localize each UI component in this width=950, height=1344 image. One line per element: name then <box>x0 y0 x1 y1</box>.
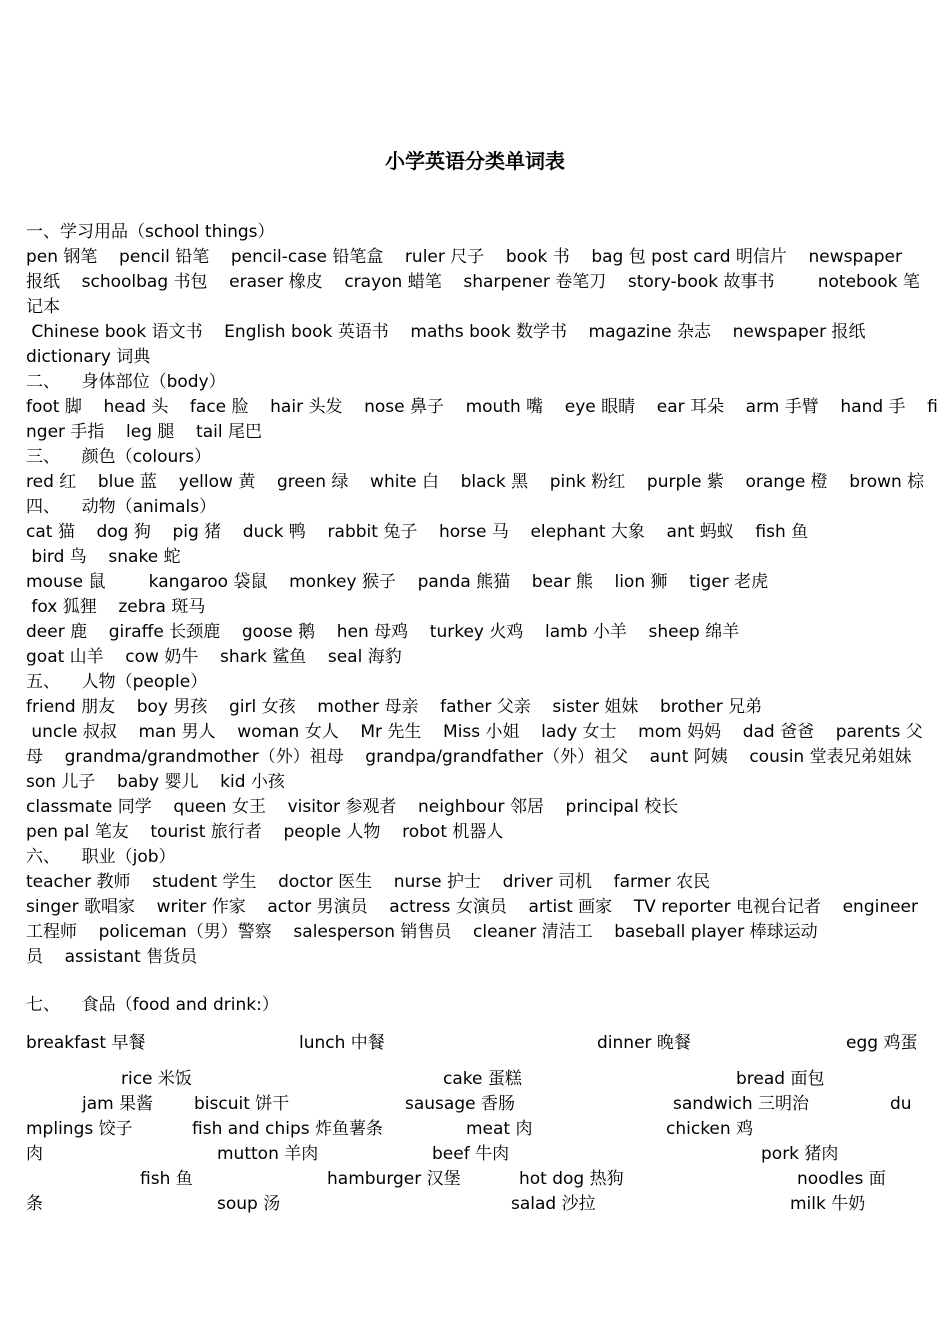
food-item: mplings 饺子 <box>26 1119 133 1139</box>
food-item: cake 蛋糕 <box>443 1069 522 1089</box>
text-line: uncle 叔叔 man 男人 woman 女人 Mr 先生 Miss 小姐 lady 女士 mom 妈妈 dad 爸爸 parents 父 <box>26 722 923 742</box>
food-item: meat 肉 <box>466 1119 533 1139</box>
text-line: friend 朋友 boy 男孩 girl 女孩 mother 母亲 father 父亲 sister 姐妹 brother 兄弟 <box>26 697 763 717</box>
text-line: 二、 身体部位（body） <box>26 372 226 392</box>
food-item: dinner 晚餐 <box>597 1033 691 1053</box>
food-item: fish 鱼 <box>140 1169 193 1189</box>
food-item: bread 面包 <box>736 1069 825 1089</box>
text-line: pen pal 笔友 tourist 旅行者 people 人物 robot 机器人 <box>26 822 504 842</box>
text-line: Chinese book 语文书 English book 英语书 maths book 数学书 magazine 杂志 newspaper 报纸 <box>26 322 866 342</box>
food-item: beef 牛肉 <box>432 1144 510 1164</box>
page-title: 小学英语分类单词表 <box>385 149 565 173</box>
text-line: 四、 动物（animals） <box>26 497 217 517</box>
food-item: pork 猪肉 <box>761 1144 839 1164</box>
text-line: 七、 食品（food and drink:） <box>26 995 279 1015</box>
food-item: chicken 鸡 <box>666 1119 754 1139</box>
text-line: 工程师 policeman（男）警察 salesperson 销售员 cleaner 清洁工 baseball player 棒球运动 <box>26 922 818 942</box>
food-item: 条 <box>26 1194 43 1214</box>
text-line: red 红 blue 蓝 yellow 黄 green 绿 white 白 black 黑 pink 粉红 purple 紫 orange 橙 brown 棕 <box>26 472 925 492</box>
text-line: foot 脚 head 头 face 脸 hair 头发 nose 鼻子 mouth 嘴 eye 眼睛 ear 耳朵 arm 手臂 hand 手 fi <box>26 397 938 417</box>
text-line: singer 歌唱家 writer 作家 actor 男演员 actress 女演员 artist 画家 TV reporter 电视台记者 engineer <box>26 897 919 917</box>
text-line: 六、 职业（job） <box>26 847 176 867</box>
food-item: jam 果酱 <box>82 1094 154 1114</box>
food-item: breakfast 早餐 <box>26 1033 146 1053</box>
food-item: egg 鸡蛋 <box>846 1033 918 1053</box>
text-line: goat 山羊 cow 奶牛 shark 鲨鱼 seal 海豹 <box>26 647 402 667</box>
text-line: teacher 教师 student 学生 doctor 医生 nurse 护士 driver 司机 farmer 农民 <box>26 872 711 892</box>
food-item: soup 汤 <box>217 1194 281 1214</box>
food-item: fish and chips 炸鱼薯条 <box>192 1119 384 1139</box>
text-line: 五、 人物（people） <box>26 672 208 692</box>
food-item: milk 牛奶 <box>790 1194 866 1214</box>
text-line: fox 狐狸 zebra 斑马 <box>26 597 206 617</box>
food-item: lunch 中餐 <box>299 1033 385 1053</box>
food-item: rice 米饭 <box>121 1069 192 1089</box>
text-line: bird 鸟 snake 蛇 <box>26 547 181 567</box>
text-line: cat 猫 dog 狗 pig 猪 duck 鸭 rabbit 兔子 horse 马 elephant 大象 ant 蚂蚁 fish 鱼 <box>26 522 809 542</box>
text-line: 报纸 schoolbag 书包 eraser 橡皮 crayon 蜡笔 sharpener 卷笔刀 story-book 故事书 notebook 笔 <box>26 272 920 292</box>
food-item: sandwich 三明治 <box>673 1094 809 1114</box>
text-line: son 儿子 baby 婴儿 kid 小孩 <box>26 772 285 792</box>
food-item: hamburger 汉堡 <box>327 1169 461 1189</box>
text-line: 一、学习用品（school things） <box>26 222 275 242</box>
food-item: biscuit 饼干 <box>194 1094 290 1114</box>
text-line: classmate 同学 queen 女王 visitor 参观者 neighbour 邻居 principal 校长 <box>26 797 679 817</box>
text-line: pen 钢笔 pencil 铅笔 pencil-case 铅笔盒 ruler 尺子 book 书 bag 包 post card 明信片 newspaper <box>26 247 902 267</box>
food-item: noodles 面 <box>797 1169 886 1189</box>
food-item: hot dog 热狗 <box>519 1169 624 1189</box>
food-item: 肉 <box>26 1144 43 1164</box>
food-item: sausage 香肠 <box>405 1094 515 1114</box>
text-line: 母 grandma/grandmother（外）祖母 grandpa/grandfather（外）祖父 aunt 阿姨 cousin 堂表兄弟姐妹 <box>26 747 912 767</box>
food-item: mutton 羊肉 <box>217 1144 319 1164</box>
text-line: 三、 颜色（colours） <box>26 447 212 467</box>
text-line: mouse 鼠 kangaroo 袋鼠 monkey 猴子 panda 熊猫 bear 熊 lion 狮 tiger 老虎 <box>26 572 769 592</box>
text-line: 记本 <box>26 297 60 317</box>
text-line: dictionary 词典 <box>26 347 151 367</box>
food-item: salad 沙拉 <box>511 1194 596 1214</box>
text-line: deer 鹿 giraffe 长颈鹿 goose 鹅 hen 母鸡 turkey 火鸡 lamb 小羊 sheep 绵羊 <box>26 622 740 642</box>
text-line: 员 assistant 售货员 <box>26 947 198 967</box>
food-item: du <box>890 1094 912 1114</box>
text-line: nger 手指 leg 腿 tail 尾巴 <box>26 422 262 442</box>
